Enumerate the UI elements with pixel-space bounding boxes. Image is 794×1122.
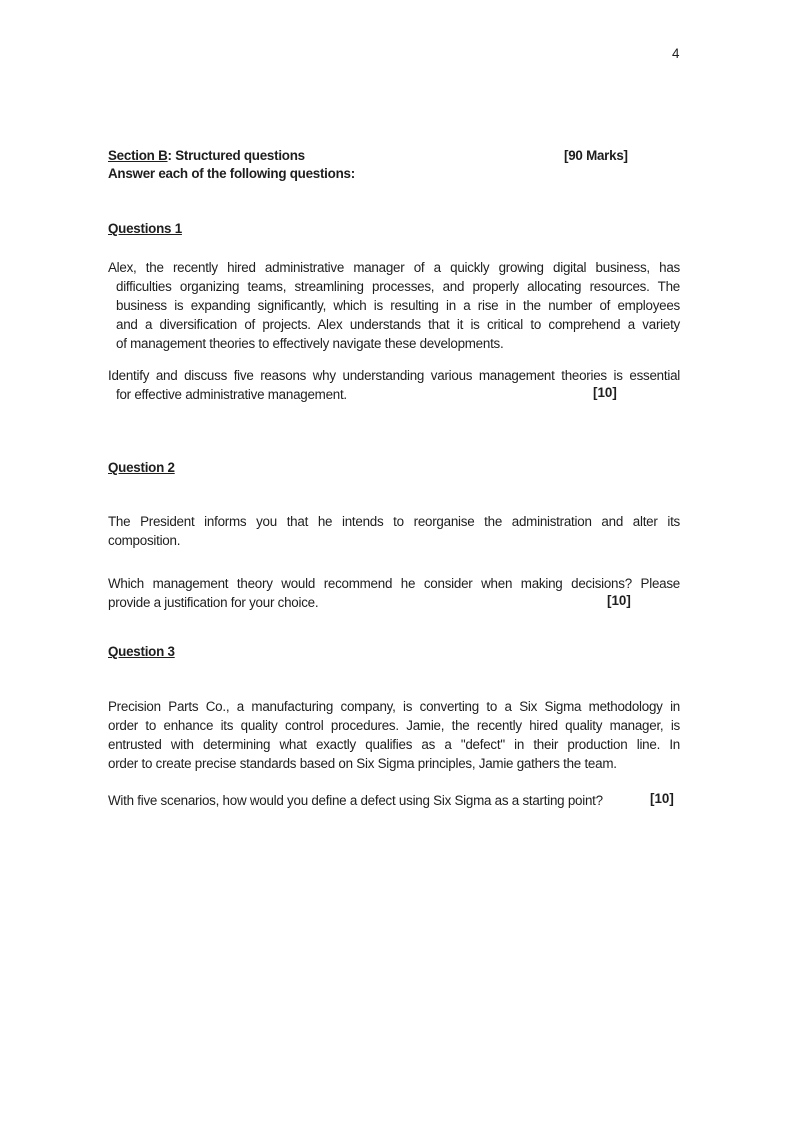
- q3-marks: [10]: [650, 791, 674, 806]
- q2-text-line: composition.: [108, 533, 181, 548]
- page-number: 4: [672, 46, 680, 61]
- question-2-heading: Question 2: [108, 460, 175, 475]
- q1-text-line: difficulties organizing teams, streamlining processes, and properly allocating resources. The: [116, 279, 680, 294]
- q1-text-line: Alex, the recently hired administrative manager of a quickly growing digital business, has: [108, 260, 680, 275]
- q1-task-line: Identify and discuss five reasons why understanding various management theories is essential: [108, 368, 680, 383]
- q2-task-line: provide a justification for your choice.: [108, 595, 319, 610]
- section-instruction: Answer each of the following questions:: [108, 166, 355, 181]
- section-marks: [90 Marks]: [564, 148, 628, 163]
- q1-text-line: of management theories to effectively navigate these developments.: [116, 336, 504, 351]
- q2-text-line: The President informs you that he intends to reorganise the administration and alter its: [108, 514, 680, 529]
- question-1-heading: Questions 1: [108, 221, 182, 236]
- q3-text-line: entrusted with determining what exactly qualifies as a "defect" in their production line. In: [108, 737, 680, 752]
- q1-task-line: for effective administrative management.: [116, 387, 347, 402]
- q3-text-line: Precision Parts Co., a manufacturing company, is converting to a Six Sigma methodology in: [108, 699, 680, 714]
- q1-marks: [10]: [593, 385, 617, 400]
- q3-task-line: With five scenarios, how would you define a defect using Six Sigma as a starting point?: [108, 793, 603, 808]
- section-title: [108, 146, 305, 165]
- section-title-rest: : Structured questions: [167, 148, 305, 163]
- section-label: Section B: [108, 148, 168, 163]
- q1-text-line: business is expanding significantly, which is resulting in a rise in the number of employees: [116, 298, 680, 313]
- question-3-heading: Question 3: [108, 644, 175, 659]
- q2-task-line: Which management theory would recommend he consider when making decisions? Please: [108, 576, 680, 591]
- q3-text-line: order to enhance its quality control procedures. Jamie, the recently hired quality manager, is: [108, 718, 680, 733]
- q1-text-line: and a diversification of projects. Alex understands that it is critical to comprehend a variety: [116, 317, 680, 332]
- q2-marks: [10]: [607, 593, 631, 608]
- q3-text-line: order to create precise standards based on Six Sigma principles, Jamie gathers the team.: [108, 756, 617, 771]
